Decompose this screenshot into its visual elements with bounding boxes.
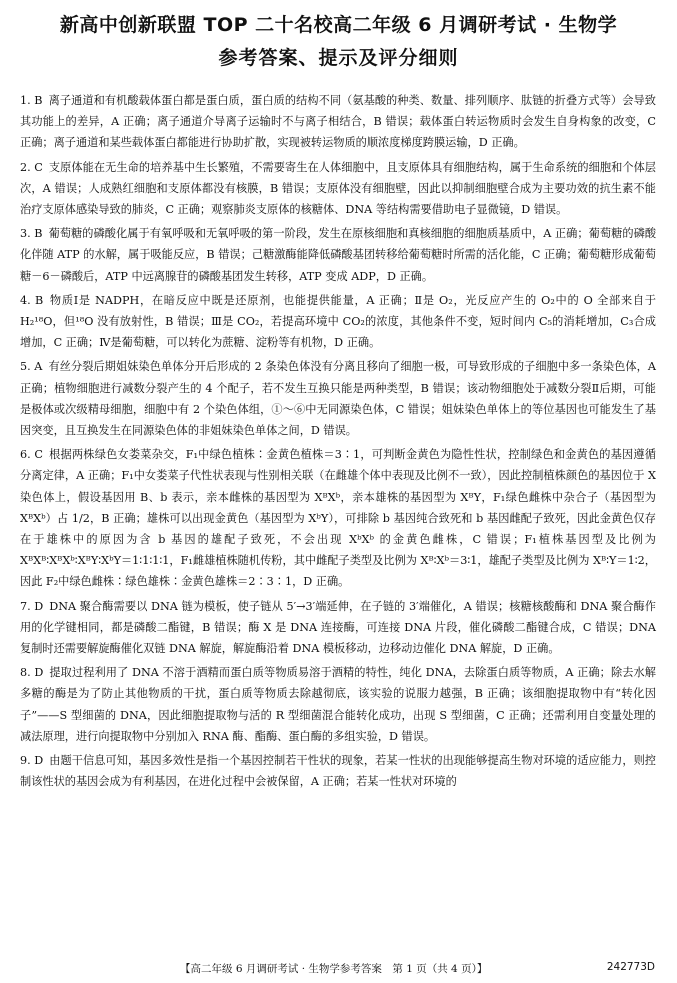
answer-explanation: 根据两株绿色女娄菜杂交，F₁中绿色植株∶金黄色植株＝3∶1，可判断金黄色为隐性性状，控制绿色和金黄色的基因遵循分离定律，A 正确；F₁中女娄菜子代性状表现与性别相关联（在雌雄个体中表现及比例不一致），因此控制植株颜色的基因位于 X 染色体上，假设基因用 B、b 表示，亲本雌株的基因型为 XᴮXᵇ，亲本雄株的基因型为 XᴮY，F₁绿色雌株中杂合子（基因型为 XᴮXᵇ）占 1/2，B 正确；雄株可以出现金黄色（基因型为 XᵇY），可排除 b 基因纯合致死和 b 基因雌配子致死，因此金黄色仅存在于雄株中的原因为含 b 基因的雄配子致死，不会出现 XᵇXᵇ 的金黄色雌株，C 错误；F₁植株基因型及比例为 XᴮXᴮ∶XᴮXᵇ∶XᴮY∶XᵇY＝1∶1∶1∶1，F₁雌雄植株随机传粉，其中雌配子类型及比例为 Xᴮ∶Xᵇ＝3∶1，雄配子类型及比例为 Xᴮ∶Y＝1∶2，因此 F₂中绿色雌株∶绿色雄株∶金黄色雄株＝2∶3∶1，D 正确。 <box>20 448 656 589</box>
answer-number: 3. B <box>20 227 43 241</box>
answer-item <box>20 662 656 747</box>
footer-page-info: 【高二年级 6 月调研考试 · 生物学参考答案 第 1 页（共 4 页）】 <box>180 963 488 975</box>
answer-item <box>20 290 656 354</box>
answer-explanation: 由题干信息可知，基因多效性是指一个基因控制若干性状的现象，若某一性状的出现能够提高生物对环境的适应能力，则控制该性状的基因会成为有利基因，在进化过程中会被保留，A 正确；若某一性状对环境的 <box>20 754 656 789</box>
answer-number: 6. C <box>20 448 43 462</box>
footer-document-code: 242773D <box>606 961 655 973</box>
answer-item <box>20 444 656 592</box>
answer-item <box>20 356 656 441</box>
answer-explanation: 提取过程利用了 DNA 不溶于酒精而蛋白质等物质易溶于酒精的特性，纯化 DNA，去除蛋白质等物质，A 正确；除去水解多糖的酶是为了防止其他物质的干扰，蛋白质等物质去除越彻底，该实验的说服力越强，B 正确；该细胞提取物中有“转化因子”——S 型细菌的 DNA，因此细胞提取物与活的 R 型细菌混合能转化成功，出现 S 型细菌，C 正确；还需利用自变量处理的减法原理，进行向提取物中分别加入 RNA 酶、酯酶、蛋白酶的多组实验，D 错误。 <box>20 666 656 743</box>
answers-list <box>20 90 656 796</box>
answer-explanation: 支原体能在无生命的培养基中生长繁殖，不需要寄生在人体细胞中，且支原体具有细胞结构，属于生命系统的细胞和个体层次，A 错误；人成熟红细胞和支原体都没有核膜，B 错误；支原体没有细胞壁，因此以抑制细胞壁合成为主要功效的抗生素不能治疗支原体感染导致的肺炎，C 正确；观察肺炎支原体的核糖体、DNA 等结构需要借助电子显微镜，D 错误。 <box>20 160 656 217</box>
answer-explanation: 物质Ⅰ是 NADPH，在暗反应中既是还原剂，也能提供能量，A 正确；Ⅱ是 O₂，光反应产生的 O₂中的 O 全部来自于 H₂¹⁸O，但¹⁸O 没有放射性，B 错误；Ⅲ是 CO₂，若提高环境中 CO₂的浓度，其他条件不变，短时间内 C₅的消耗增加，C₃合成增加，C 正确；Ⅳ是葡萄糖，可以转化为蔗糖、淀粉等有机物，D 正确。 <box>20 293 656 350</box>
page-footer <box>0 959 677 979</box>
answer-item <box>20 596 656 660</box>
document-title: 新高中创新联盟 TOP 二十名校高二年级 6 月调研考试 · 生物学 <box>59 14 618 36</box>
answer-item <box>20 90 656 154</box>
answer-number: 8. D <box>20 666 44 680</box>
document-subtitle: 参考答案、提示及评分细则 <box>218 47 459 69</box>
answer-explanation: 葡萄糖的磷酸化属于有氧呼吸和无氧呼吸的第一阶段，发生在原核细胞和真核细胞的细胞质基质中，A 正确；葡萄糖的磷酸化伴随 ATP 的水解，属于吸能反应，B 错误；己糖激酶能降低磷酸基团转移给葡萄糖时所需的活化能，C 正确；葡萄糖形成葡萄糖－6－磷酸后，ATP 中远离腺苷的磷酸基团发生转移，ATP 变成 ADP，D 正确。 <box>20 227 657 283</box>
answer-item <box>20 223 656 287</box>
answer-number: 2. C <box>20 160 43 174</box>
answer-explanation: 有丝分裂后期姐妹染色单体分开后形成的 2 条染色体没有分离且移向了细胞一极，可导致形成的子细胞中多一条染色体，A 正确；植物细胞进行减数分裂产生的 4 个配子，若不发生互换只能是两种类型，B 错误；该动物细胞处于减数分裂Ⅱ后期，可能是极体或次级精母细胞，细胞中有 2 个染色体组，①～⑥中无同源染色体，C 错误；姐妹染色单体上的等位基因也可能发生了基因突变，且互换发生在同源染色体的非姐妹染色单体之间，D 错误。 <box>20 360 656 438</box>
answer-item <box>20 750 656 792</box>
answer-number: 9. D <box>20 754 44 768</box>
answer-number: 7. D <box>20 599 44 613</box>
answer-item <box>20 157 656 221</box>
answer-number: 1. B <box>20 94 43 107</box>
answer-number: 5. A <box>20 360 43 374</box>
answer-number: 4. B <box>20 293 44 307</box>
answer-explanation: 离子通道和有机酸载体蛋白都是蛋白质，蛋白质的结构不同（氨基酸的种类、数量、排列顺序、肽链的折叠方式等）会导致其功能上的差异，A 正确；离子通道介导离子运输时不与离子相结合，B 错误；载体蛋白转运物质时会发生自身构象的改变，C 正确；离子通道和某些载体蛋白都能进行协助扩散，实现被转运物质的顺浓度梯度跨膜运输，D 正确。 <box>20 94 656 150</box>
answer-explanation: DNA 聚合酶需要以 DNA 链为模板，使子链从 5′→3′端延伸，在子链的 3′端催化，A 错误；核糖核酸酶和 DNA 聚合酶作用的化学键相同，都是磷酸二酯键，B 错误；酶 X 是 DNA 连接酶，可连接 DNA 片段，催化磷酸二酯键合成，C 错误；DNA 复制时还需要解旋酶催化双链 DNA 解旋，解旋酶沿着 DNA 模板移动，边移动边催化 DNA 解旋，D 正确。 <box>20 599 656 656</box>
